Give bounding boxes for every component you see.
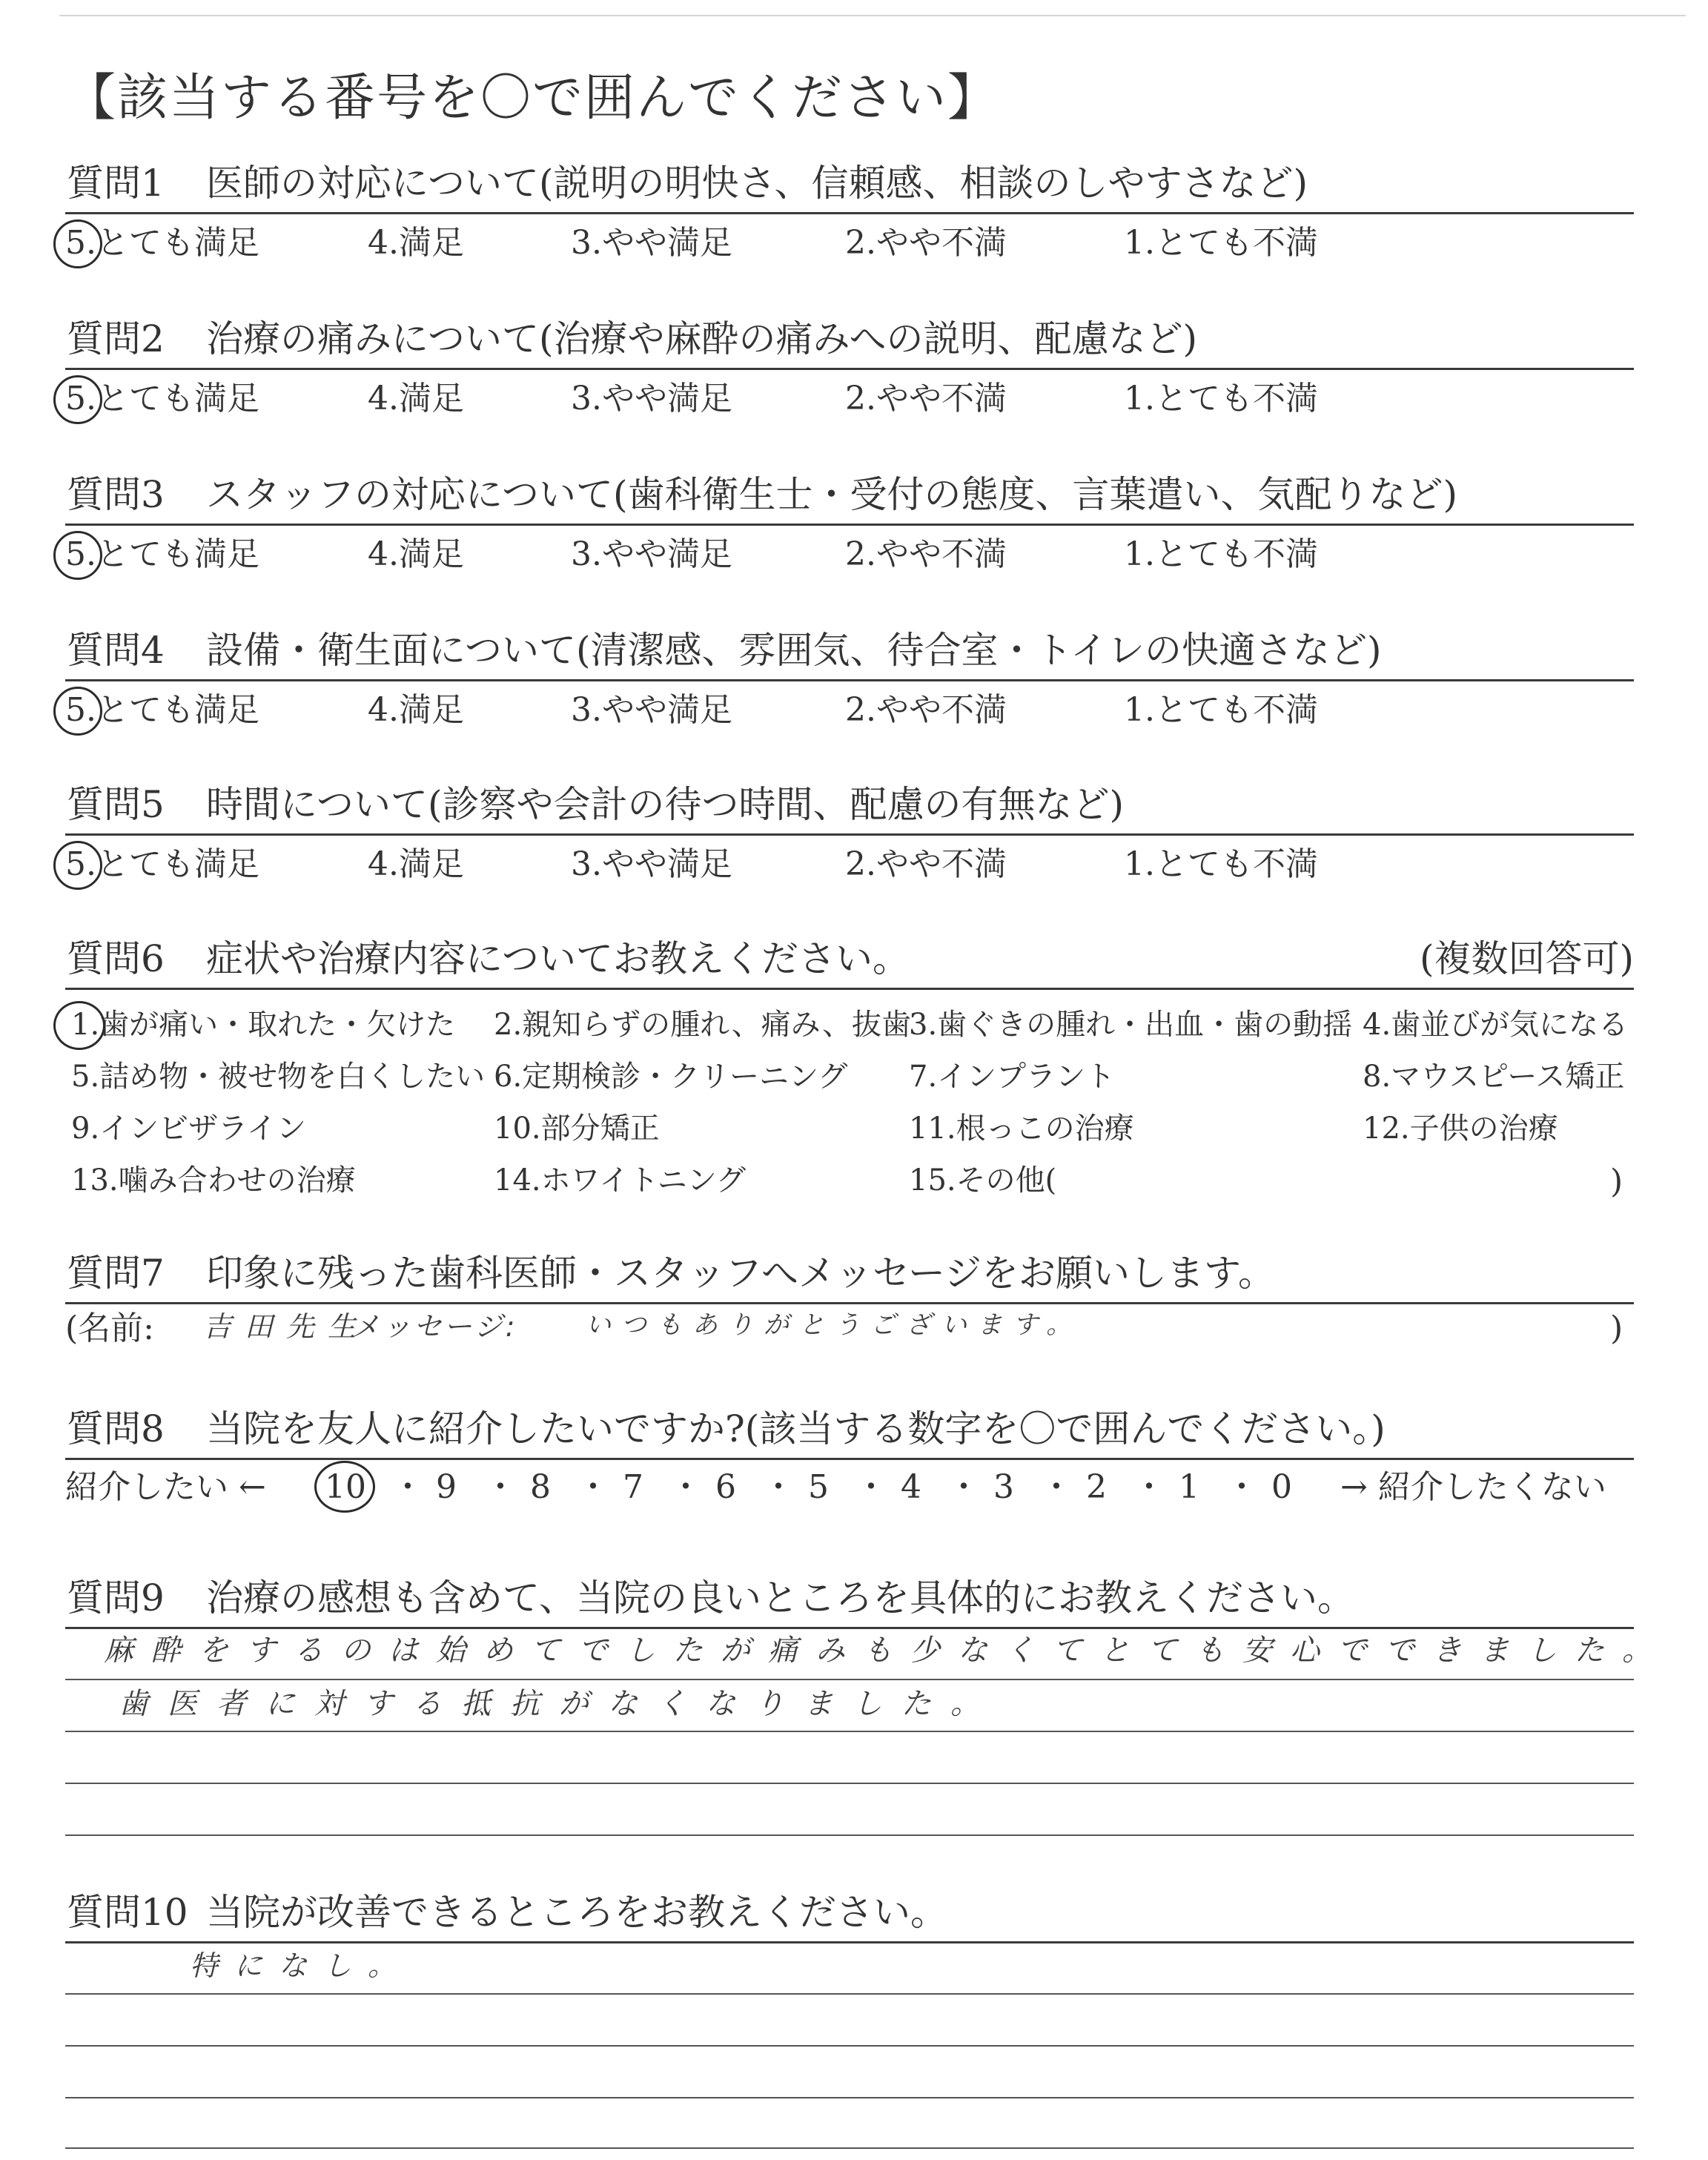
scale-3[interactable]: 3 (993, 1468, 1014, 1506)
divider (65, 679, 1634, 681)
answer-handwritten-line-2[interactable]: 歯医者に対する抵抗がなくなりました。 (119, 1687, 999, 1721)
scale-dot: ・ (1040, 1468, 1073, 1506)
symptom-option-3[interactable]: 3.歯ぐきの腫れ・出血・歯の動揺 (909, 1008, 1353, 1042)
scale-left-label: 紹介したい ← (65, 1468, 266, 1506)
option-4[interactable]: 4.満足 (368, 691, 464, 729)
scale-right-label: → 紹介したくない (1340, 1468, 1606, 1506)
divider (65, 833, 1634, 836)
answer-line (65, 2147, 1634, 2149)
divider (65, 1302, 1634, 1304)
selection-circle (53, 375, 102, 424)
option-2[interactable]: 2.やや不満 (845, 845, 1007, 883)
question-2 (67, 317, 1634, 360)
symptom-option-1[interactable]: 1.歯が痛い・取れた・欠けた (71, 1008, 456, 1042)
question-text: 治療の感想も含めて、当院の良いところを具体的にお教えください。 (206, 1576, 1354, 1619)
option-5[interactable]: 5.とても満足 (65, 691, 259, 729)
option-2[interactable]: 2.やや不満 (845, 224, 1007, 262)
divider (65, 212, 1634, 214)
option-3[interactable]: 3.やや満足 (571, 380, 732, 417)
symptom-option-5[interactable]: 5.詰め物・被せ物を白くしたい (71, 1060, 486, 1094)
symptom-option-9[interactable]: 9.インビザライン (71, 1112, 306, 1146)
question-1 (67, 162, 1634, 205)
scale-dot: ・ (762, 1468, 795, 1506)
question-text: スタッフの対応について(歯科衛生士・受付の態度、言葉遣い、気配りなど) (206, 473, 1458, 516)
scale-10[interactable]: 10 (325, 1468, 366, 1506)
option-1[interactable]: 1.とても不満 (1124, 224, 1318, 262)
symptom-option-11[interactable]: 11.根っこの治療 (909, 1112, 1134, 1146)
name-label: (名前: (65, 1309, 154, 1347)
option-2[interactable]: 2.やや不満 (845, 380, 1007, 417)
question-number: 質問7 (67, 1252, 165, 1295)
scale-dot: ・ (484, 1468, 517, 1506)
answer-line (65, 2045, 1634, 2047)
answer-line (65, 1731, 1634, 1732)
scale-dot: ・ (947, 1468, 980, 1506)
divider (65, 368, 1634, 370)
question-9 (67, 1576, 1634, 1619)
option-3[interactable]: 3.やや満足 (571, 224, 732, 262)
scale-8[interactable]: 8 (530, 1468, 551, 1506)
recommend-scale (65, 1468, 1634, 1508)
symptom-option-4[interactable]: 4.歯並びが気になる (1363, 1008, 1629, 1042)
option-2[interactable]: 2.やや不満 (845, 535, 1007, 573)
answer-line (65, 2097, 1634, 2098)
symptom-option-2[interactable]: 2.親知らずの腫れ、痛み、抜歯 (494, 1008, 911, 1042)
question-number: 質問5 (67, 783, 165, 826)
question-3 (67, 473, 1634, 516)
scale-dot: ・ (855, 1468, 887, 1506)
question-text: 時間について(診察や会計の待つ時間、配慮の有無など) (206, 783, 1125, 826)
question-number: 質問10 (67, 1891, 188, 1934)
option-5[interactable]: 5.とても満足 (65, 380, 259, 417)
symptom-option-13[interactable]: 13.噛み合わせの治療 (71, 1163, 356, 1198)
answer-line (65, 1993, 1634, 1995)
message-label: メッセージ: (351, 1310, 518, 1343)
question-4 (67, 629, 1634, 672)
option-1[interactable]: 1.とても不満 (1124, 380, 1318, 417)
question-7 (67, 1252, 1634, 1295)
selection-circle (53, 219, 102, 268)
multiple-answers-note: (複数回答可) (1419, 937, 1634, 980)
question-number: 質問8 (67, 1407, 165, 1450)
option-3[interactable]: 3.やや満足 (571, 535, 732, 573)
answer-handwritten-line-1[interactable]: 特になし。 (190, 1949, 413, 1982)
scale-0[interactable]: 0 (1271, 1468, 1292, 1506)
option-4[interactable]: 4.満足 (368, 535, 464, 573)
message-close-paren: ) (1610, 1309, 1623, 1347)
question-number: 質問3 (67, 473, 165, 516)
scale-1[interactable]: 1 (1179, 1468, 1199, 1506)
scale-dot: ・ (669, 1468, 702, 1506)
option-1[interactable]: 1.とても不満 (1124, 691, 1318, 729)
answer-line (65, 1679, 1634, 1680)
question-6 (67, 937, 1634, 980)
symptom-option-8[interactable]: 8.マウスピース矯正 (1363, 1060, 1625, 1094)
answer-line (65, 1783, 1634, 1784)
divider (65, 988, 1634, 990)
option-4[interactable]: 4.満足 (368, 845, 464, 883)
selection-circle (314, 1461, 375, 1513)
question-number: 質問9 (67, 1576, 165, 1619)
question-text: 治療の痛みについて(治療や麻酔の痛みへの説明、配慮など) (206, 317, 1198, 360)
symptom-option-7[interactable]: 7.インプラント (909, 1060, 1116, 1094)
question-text: 医師の対応について(説明の明快さ、信頼感、相談のしやすさなど) (206, 162, 1308, 205)
question-text: 当院を友人に紹介したいですか?(該当する数字を〇で囲んでください。) (206, 1407, 1386, 1450)
answer-line (65, 1834, 1634, 1836)
selection-circle (53, 687, 102, 736)
symptom-option-14[interactable]: 14.ホワイトニング (494, 1163, 747, 1198)
option-1[interactable]: 1.とても不満 (1124, 535, 1318, 573)
symptom-option-6[interactable]: 6.定期検診・クリーニング (494, 1060, 848, 1094)
question-text: 症状や治療内容についてお教えください。 (206, 937, 910, 980)
question-text: 設備・衛生面について(清潔感、雰囲気、待合室・トイレの快適さなど) (206, 629, 1382, 672)
selection-circle (53, 1001, 105, 1050)
form-instructions: 【該当する番号を〇で囲んでください】 (65, 69, 1000, 128)
question-5 (67, 783, 1634, 826)
top-border (59, 15, 1686, 16)
other-close-paren: ) (1610, 1163, 1623, 1200)
question-number: 質問6 (67, 937, 165, 980)
option-3[interactable]: 3.やや満足 (571, 845, 732, 883)
scale-dot: ・ (1133, 1468, 1165, 1506)
option-5[interactable]: 5.とても満足 (65, 535, 259, 573)
scale-dot: ・ (577, 1468, 609, 1506)
answer-handwritten-line-1[interactable]: 麻酔をするのは始めてでしたが痛みも少なくてとても安心でできました。 (104, 1634, 1669, 1668)
scale-dot: ・ (391, 1468, 424, 1506)
option-3[interactable]: 3.やや満足 (571, 691, 732, 729)
symptom-option-12[interactable]: 12.子供の治療 (1363, 1112, 1558, 1146)
symptom-option-10[interactable]: 10.部分矯正 (494, 1112, 660, 1146)
question-10 (67, 1891, 1634, 1934)
option-5[interactable]: 5.とても満足 (65, 845, 259, 883)
scale-9[interactable]: 9 (436, 1468, 457, 1506)
divider (65, 1458, 1634, 1460)
message-handwritten[interactable]: いつもありがとうございます。 (586, 1310, 1082, 1340)
option-1[interactable]: 1.とても不満 (1124, 845, 1318, 883)
scale-5[interactable]: 5 (808, 1468, 829, 1506)
question-8 (67, 1407, 1634, 1450)
option-4[interactable]: 4.満足 (368, 380, 464, 417)
scale-4[interactable]: 4 (901, 1468, 921, 1506)
divider (65, 524, 1634, 526)
symptom-option-15[interactable]: 15.その他( (909, 1163, 1057, 1198)
option-5[interactable]: 5.とても満足 (65, 224, 259, 262)
option-2[interactable]: 2.やや不満 (845, 691, 1007, 729)
question-number: 質問4 (67, 629, 165, 672)
option-4[interactable]: 4.満足 (368, 224, 464, 262)
answer-line (65, 1941, 1634, 1943)
question-text: 印象に残った歯科医師・スタッフへメッセージをお願いします。 (206, 1252, 1275, 1295)
scale-2[interactable]: 2 (1086, 1468, 1107, 1506)
answer-line (65, 1627, 1634, 1629)
scale-dot: ・ (1225, 1468, 1258, 1506)
scale-6[interactable]: 6 (715, 1468, 736, 1506)
question-number: 質問1 (67, 162, 165, 205)
question-number: 質問2 (67, 317, 165, 360)
name-handwritten[interactable]: 吉田先生 (203, 1310, 370, 1343)
selection-circle (53, 531, 102, 580)
scale-7[interactable]: 7 (623, 1468, 643, 1506)
selection-circle (53, 841, 102, 890)
question-text: 当院が改善できるところをお教えください。 (206, 1891, 947, 1934)
